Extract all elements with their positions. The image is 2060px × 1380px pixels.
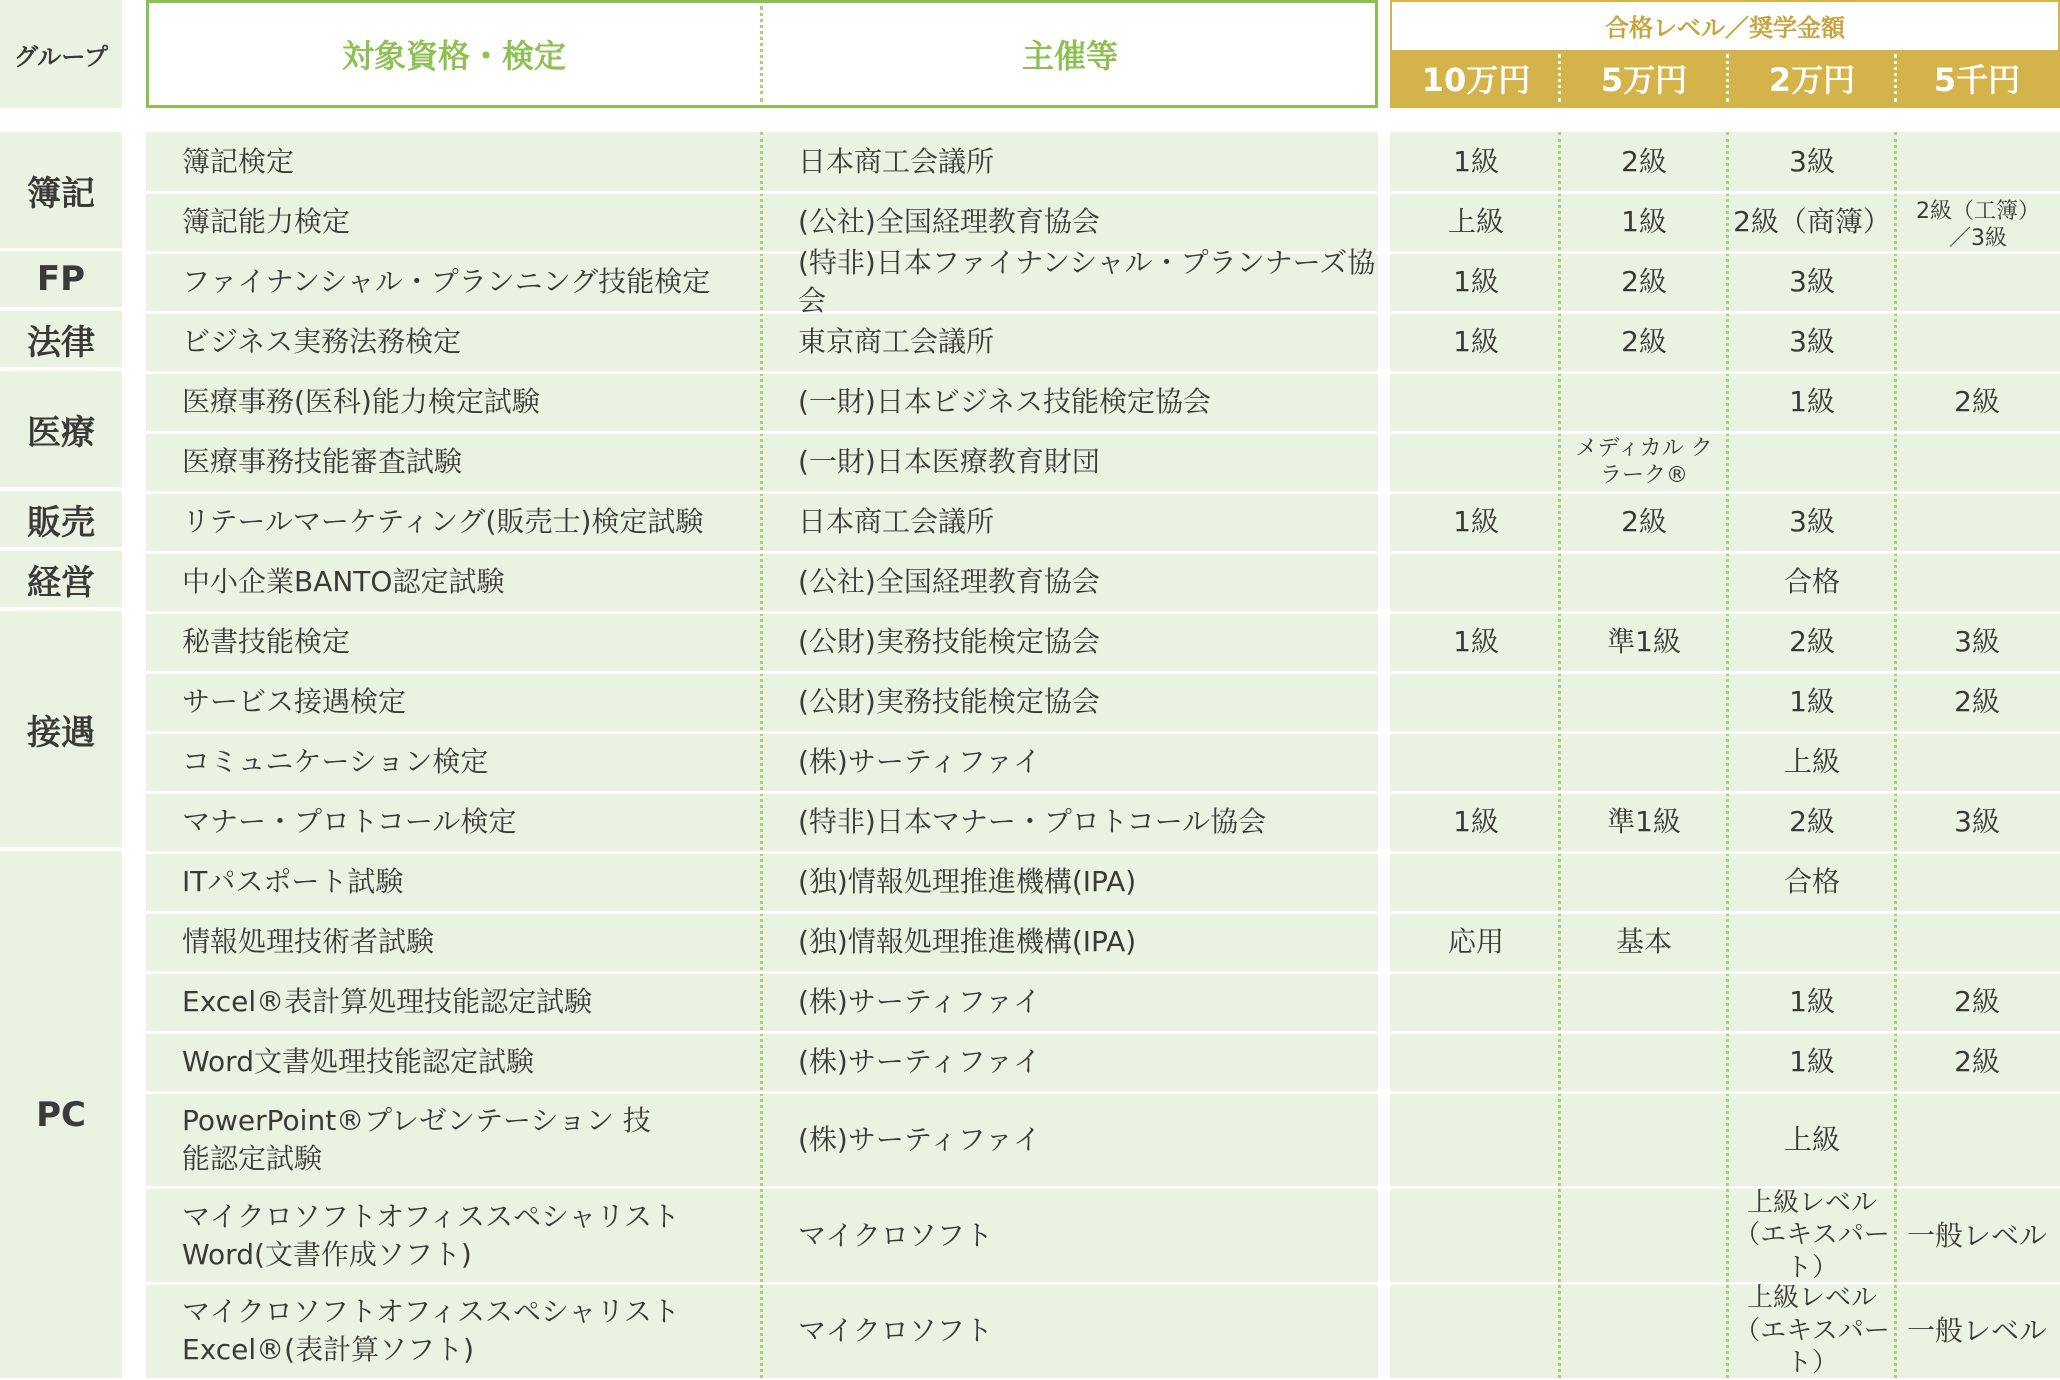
- row-1-amount-c-text: 2級（商簿）: [1733, 205, 1891, 239]
- row-1-amount-c: [1728, 192, 1896, 252]
- row-15-amount-d-text: 2級: [1954, 1045, 2000, 1079]
- row-11-amount-d-text: 3級: [1954, 805, 2000, 839]
- group-medical: [0, 371, 122, 487]
- row-4-amount-d: [1896, 372, 2058, 432]
- row-4-name: [182, 372, 752, 432]
- row-0-amount-c-text: 3級: [1789, 145, 1835, 179]
- row-9-name: [182, 672, 752, 732]
- row-5-amount-b: [1574, 432, 1714, 492]
- organizer-header-label: 主催等: [1021, 37, 1118, 75]
- amount-2man-label: 2万円: [1768, 61, 1856, 99]
- target-header: [146, 0, 762, 108]
- row-0-name-text: 簿記検定: [182, 145, 295, 179]
- row-1-amount-d: [1900, 190, 2056, 260]
- group-hospitality-label: 接遇: [27, 712, 95, 753]
- row-2-name-text: ファイナンシャル・プランニング技能検定: [182, 265, 711, 299]
- group-medical-label: 医療: [27, 412, 95, 453]
- row-8-org: [798, 612, 1378, 672]
- row-7-amount-c-text: 合格: [1783, 565, 1840, 599]
- group-boki: [0, 132, 122, 248]
- row-12-amount-c-text: 合格: [1783, 865, 1840, 899]
- row-6-name-text: リテールマーケティング(販売士)検定試験: [182, 505, 704, 539]
- row-8-name: [182, 612, 752, 672]
- row-8-name-text: 秘書技能検定: [182, 625, 351, 659]
- row-1-org: [798, 192, 1378, 252]
- row-10-amount-c-text: 上級: [1783, 745, 1840, 779]
- row-10-name: [182, 732, 752, 792]
- row-6-amount-b-text: 2級: [1621, 505, 1667, 539]
- row-13-name: [182, 912, 752, 972]
- row-11-amount-a-text: 1級: [1453, 805, 1499, 839]
- row-14-amount-d-text: 2級: [1954, 985, 2000, 1019]
- row-6-amount-c-text: 3級: [1789, 505, 1835, 539]
- row-17-amount-c: [1732, 1188, 1892, 1283]
- row-0-amount-a: [1392, 132, 1560, 192]
- row-12-amount-c: [1728, 852, 1896, 912]
- row-3-amount-c-text: 3級: [1789, 325, 1835, 359]
- target-header-label: 対象資格・検定: [341, 37, 566, 75]
- group-pc: [0, 851, 122, 1378]
- amount-5sen-label: 5千円: [1933, 61, 2021, 99]
- row-4-amount-c: [1728, 372, 1896, 432]
- row-0-org: [798, 132, 1378, 192]
- row-4-org-text: (一財)日本ビジネス技能検定協会: [798, 385, 1212, 419]
- row-8-amount-a-text: 1級: [1453, 625, 1499, 659]
- row-7-name: [182, 552, 752, 612]
- row-16-amount-c: [1728, 1092, 1896, 1187]
- amount-divider: [1726, 54, 1729, 102]
- row-6-name: [182, 492, 752, 552]
- row-9-amount-c-text: 1級: [1789, 685, 1835, 719]
- row-10-org: [798, 732, 1378, 792]
- row-10-org-text: (株)サーティファイ: [798, 745, 1042, 779]
- row-17-amount-c-text: 上級レベル （エキスパート）: [1734, 1187, 1890, 1283]
- row-16-org: [798, 1092, 1378, 1187]
- row-5-name: [182, 432, 752, 492]
- row-18-org-text: マイクロソフト: [798, 1314, 993, 1348]
- row-4-org: [798, 372, 1378, 432]
- amount-5man: [1560, 50, 1728, 106]
- row-2-org-text: (特非)日本ファイナンシャル・プランナーズ協会: [798, 246, 1376, 317]
- row-0-amount-a-text: 1級: [1453, 145, 1499, 179]
- row-13-amount-b: [1560, 912, 1728, 972]
- row-3-name: [182, 312, 752, 372]
- row-5-org-text: (一財)日本医療教育財団: [798, 445, 1100, 479]
- row-12-name-text: ITパスポート試験: [182, 865, 404, 899]
- row-4-amount-d-text: 2級: [1954, 385, 2000, 419]
- row-14-name: [182, 972, 752, 1032]
- group-management: [0, 551, 122, 607]
- row-15-amount-c-text: 1級: [1789, 1045, 1835, 1079]
- row-16-name-text: PowerPoint®プレゼンテーション 技能認定試験: [182, 1103, 651, 1175]
- row-1-name: [182, 192, 752, 252]
- row-5-amount-b-text: メディカル クラーク®: [1575, 435, 1713, 488]
- row-18-amount-c-text: 上級レベル （エキスパート）: [1734, 1283, 1890, 1379]
- row-13-org-text: (独)情報処理推進機構(IPA): [798, 925, 1137, 959]
- row-1-amount-a: [1392, 192, 1560, 252]
- row-12-name: [182, 852, 752, 912]
- row-9-amount-c: [1728, 672, 1896, 732]
- row-8-amount-b-text: 準1級: [1607, 625, 1681, 659]
- group-sales: [0, 491, 122, 547]
- row-11-name: [182, 792, 752, 852]
- row-4-amount-c-text: 1級: [1789, 385, 1835, 419]
- amount-2man: [1728, 50, 1896, 106]
- row-5-name-text: 医療事務技能審査試験: [182, 445, 463, 479]
- group-pc-label: PC: [36, 1094, 86, 1135]
- group-hospitality: [0, 611, 122, 847]
- amount-10man: [1392, 50, 1560, 106]
- row-7-org-text: (公社)全国経理教育協会: [798, 565, 1100, 599]
- row-8-org-text: (公財)実務技能検定協会: [798, 625, 1100, 659]
- row-8-amount-d-text: 3級: [1954, 625, 2000, 659]
- row-3-amount-c: [1728, 312, 1896, 372]
- row-0-org-text: 日本商工会議所: [798, 145, 995, 179]
- row-1-amount-b-text: 1級: [1621, 205, 1667, 239]
- row-13-name-text: 情報処理技術者試験: [182, 925, 435, 959]
- row-14-name-text: Excel®表計算処理技能認定試験: [182, 985, 593, 1019]
- row-0-amount-b: [1560, 132, 1728, 192]
- row-16-name: [182, 1092, 652, 1187]
- group-law: [0, 311, 122, 367]
- row-6-amount-b: [1560, 492, 1728, 552]
- amount-5man-label: 5万円: [1600, 61, 1688, 99]
- row-15-name-text: Word文書処理技能認定試験: [182, 1045, 534, 1079]
- row-15-org-text: (株)サーティファイ: [798, 1045, 1042, 1079]
- row-17-amount-d: [1896, 1188, 2058, 1283]
- row-1-amount-a-text: 上級: [1447, 205, 1504, 239]
- row-15-org: [798, 1032, 1378, 1092]
- row-15-name: [182, 1032, 752, 1092]
- row-2-amount-b: [1560, 252, 1728, 312]
- row-12-org-text: (独)情報処理推進機構(IPA): [798, 865, 1137, 899]
- row-1-amount-b: [1560, 192, 1728, 252]
- row-18-amount-d: [1896, 1284, 2058, 1378]
- group-law-label: 法律: [27, 322, 95, 363]
- group-management-label: 経営: [27, 562, 95, 603]
- group-boki-label: 簿記: [27, 173, 95, 214]
- row-4-name-text: 医療事務(医科)能力検定試験: [182, 385, 540, 419]
- amount-10man-label: 10万円: [1421, 61, 1531, 99]
- row-7-org: [798, 552, 1378, 612]
- row-2-amount-c: [1728, 252, 1896, 312]
- row-9-amount-d-text: 2級: [1954, 685, 2000, 719]
- organizer-header: [762, 0, 1378, 108]
- row-0-name: [182, 132, 752, 192]
- row-8-amount-c: [1728, 612, 1896, 672]
- row-17-org: [798, 1188, 1378, 1283]
- row-18-name-text: マイクロソフトオフィススペシャリスト Excel®(表計算ソフト): [182, 1295, 680, 1366]
- row-11-org: [798, 792, 1378, 852]
- row-11-amount-c: [1728, 792, 1896, 852]
- row-3-amount-b-text: 2級: [1621, 325, 1667, 359]
- row-12-org: [798, 852, 1378, 912]
- group-header-label: グループ: [13, 42, 109, 71]
- amount-divider: [1894, 54, 1897, 102]
- row-7-amount-c: [1728, 552, 1896, 612]
- row-13-org: [798, 912, 1378, 972]
- row-17-org-text: マイクロソフト: [798, 1218, 993, 1252]
- row-3-org: [798, 312, 1378, 372]
- row-11-amount-c-text: 2級: [1789, 805, 1835, 839]
- row-11-amount-d: [1896, 792, 2058, 852]
- row-16-amount-c-text: 上級: [1783, 1122, 1840, 1156]
- row-16-org-text: (株)サーティファイ: [798, 1122, 1042, 1156]
- row-1-org-text: (公社)全国経理教育協会: [798, 205, 1100, 239]
- row-8-amount-d: [1896, 612, 2058, 672]
- row-6-amount-c: [1728, 492, 1896, 552]
- row-15-amount-c: [1728, 1032, 1896, 1092]
- row-17-amount-d-text: 一般レベル: [1906, 1218, 2047, 1252]
- row-3-amount-a: [1392, 312, 1560, 372]
- column-divider: [760, 132, 763, 1378]
- row-3-name-text: ビジネス実務法務検定: [182, 325, 462, 359]
- row-18-name: [182, 1284, 722, 1378]
- row-8-amount-a: [1392, 612, 1560, 672]
- row-1-name-text: 簿記能力検定: [182, 205, 351, 239]
- row-3-amount-a-text: 1級: [1453, 325, 1499, 359]
- row-6-amount-a: [1392, 492, 1560, 552]
- row-18-org: [798, 1284, 1378, 1378]
- amount-divider: [1558, 54, 1561, 102]
- row-14-amount-c: [1728, 972, 1896, 1032]
- row-10-amount-c: [1728, 732, 1896, 792]
- row-7-name-text: 中小企業BANTO認定試験: [182, 565, 505, 599]
- row-9-org: [798, 672, 1378, 732]
- group-sales-label: 販売: [27, 502, 95, 543]
- row-17-name-text: マイクロソフトオフィススペシャリスト Word(文書作成ソフト): [182, 1199, 680, 1271]
- group-fp: [0, 251, 122, 307]
- row-6-amount-a-text: 1級: [1453, 505, 1499, 539]
- row-11-amount-a: [1392, 792, 1560, 852]
- row-9-name-text: サービス接遇検定: [182, 685, 407, 719]
- row-1-amount-d-text: 2級（工簿）／3級: [1916, 198, 2040, 251]
- row-2-amount-b-text: 2級: [1621, 265, 1667, 299]
- group-fp-label: FP: [36, 259, 86, 299]
- row-5-org: [798, 432, 1378, 492]
- row-10-name-text: コミュニケーション検定: [182, 745, 489, 779]
- row-6-org: [798, 492, 1378, 552]
- row-0-amount-b-text: 2級: [1621, 145, 1667, 179]
- amount-header-title-text: 合格レベル／奨学金額: [1605, 13, 1845, 42]
- row-8-amount-c-text: 2級: [1789, 625, 1835, 659]
- row-3-amount-b: [1560, 312, 1728, 372]
- row-11-org-text: (特非)日本マナー・プロトコール協会: [798, 805, 1267, 839]
- row-14-org-text: (株)サーティファイ: [798, 985, 1042, 1019]
- row-15-amount-d: [1896, 1032, 2058, 1092]
- row-13-amount-b-text: 基本: [1615, 925, 1672, 959]
- row-2-amount-a: [1392, 252, 1560, 312]
- row-14-org: [798, 972, 1378, 1032]
- row-0-amount-c: [1728, 132, 1896, 192]
- row-2-amount-c-text: 3級: [1789, 265, 1835, 299]
- row-18-amount-c: [1732, 1284, 1892, 1378]
- row-9-amount-d: [1896, 672, 2058, 732]
- row-13-amount-a: [1392, 912, 1560, 972]
- row-11-amount-b-text: 準1級: [1607, 805, 1681, 839]
- group-header: [0, 0, 122, 108]
- row-11-name-text: マナー・プロトコール検定: [182, 805, 517, 839]
- row-2-org: [798, 246, 1378, 317]
- row-8-amount-b: [1560, 612, 1728, 672]
- amount-header-title: [1390, 0, 2060, 50]
- row-14-amount-c-text: 1級: [1789, 985, 1835, 1019]
- row-17-name: [182, 1188, 722, 1283]
- row-11-amount-b: [1560, 792, 1728, 852]
- row-13-amount-a-text: 応用: [1447, 925, 1504, 959]
- row-9-org-text: (公財)実務技能検定協会: [798, 685, 1100, 719]
- amount-5sen: [1896, 50, 2058, 106]
- row-3-org-text: 東京商工会議所: [798, 325, 995, 359]
- row-2-name: [182, 252, 752, 312]
- row-6-org-text: 日本商工会議所: [798, 505, 995, 539]
- row-18-amount-d-text: 一般レベル: [1906, 1314, 2047, 1348]
- row-2-amount-a-text: 1級: [1453, 265, 1499, 299]
- row-14-amount-d: [1896, 972, 2058, 1032]
